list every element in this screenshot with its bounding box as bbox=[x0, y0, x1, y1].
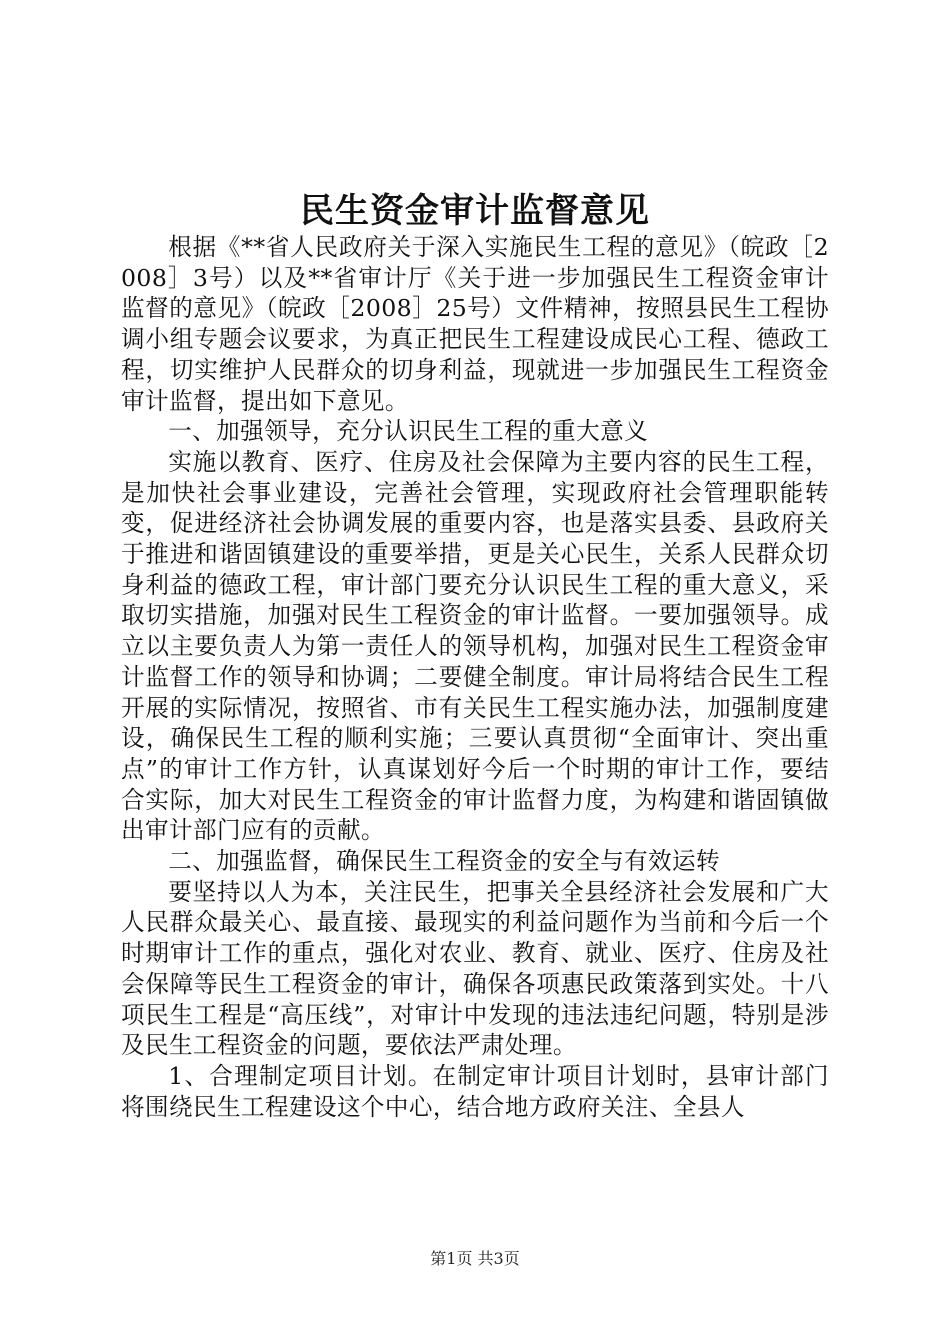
section-heading-2: 二、加强监督，确保民生工程资金的安全与有效运转 bbox=[168, 847, 721, 876]
document-body bbox=[121, 232, 829, 1122]
paragraph-item-1: 1、合理制定项目计划。在制定审计项目计划时，县审计部门将围绕民生工程建设这个中心，结合地方政府关注、全县人 bbox=[121, 1061, 829, 1121]
paragraph-section-1: 实施以教育、医疗、住房及社会保障为主要内容的民生工程，是加快社会事业建设，完善社会管理，实现政府社会管理职能转变，促进经济社会协调发展的重要内容，也是落实县委、县政府关于推进和谐固镇建设的重要举措，更是关心民生，关系人民群众切身利益的德政工程，审计部门要充分认识民生工程的重大意义，采取切实措施，加强对民生工程资金的审计监督。一要加强领导。成立以主要负责人为第一责任人的领导机构，加强对民生工程资金审计监督工作的领导和协调；二要健全制度。审计局将结合民生工程开展的实际情况，按照省、市有关民生工程实施办法，加强制度建设，确保民生工程的顺利实施；三要认真贯彻“全面审计、突出重点”的审计工作方针，认真谋划好今后一个时期的审计工作，要结合实际，加大对民生工程资金的审计监督力度，为构建和谐固镇做出审计部门应有的贡献。 bbox=[121, 447, 829, 845]
document-title: 民生资金审计监督意见 bbox=[300, 191, 650, 231]
paragraph-section-2: 要坚持以人为本，关注民生，把事关全县经济社会发展和广大人民群众最关心、最直接、最现实的利益问题作为当前和今后一个时期审计工作的重点，强化对农业、教育、就业、医疗、住房及社会保障等民生工程资金的审计，确保各项惠民政策落到实处。十八项民生工程是“高压线”，对审计中发现的违法违纪问题，特别是涉及民生工程资金的问题，要依法严肃处理。 bbox=[121, 877, 829, 1060]
page-footer: 第1页 共3页 bbox=[430, 1249, 520, 1268]
paragraph-intro: 根据《**省人民政府关于深入实施民生工程的意见》（皖政［2008］3号）以及**省审计厅《关于进一步加强民生工程资金审计监督的意见》（皖政［2008］25号）文件精神，按照县民生工程协调小组专题会议要求，为真正把民生工程建设成民心工程、德政工程，切实维护人民群众的切身利益，现就进一步加强民生工程资金审计监督，提出如下意见。 bbox=[121, 233, 829, 415]
section-heading-1: 一、加强领导，充分认识民生工程的重大意义 bbox=[168, 417, 649, 446]
